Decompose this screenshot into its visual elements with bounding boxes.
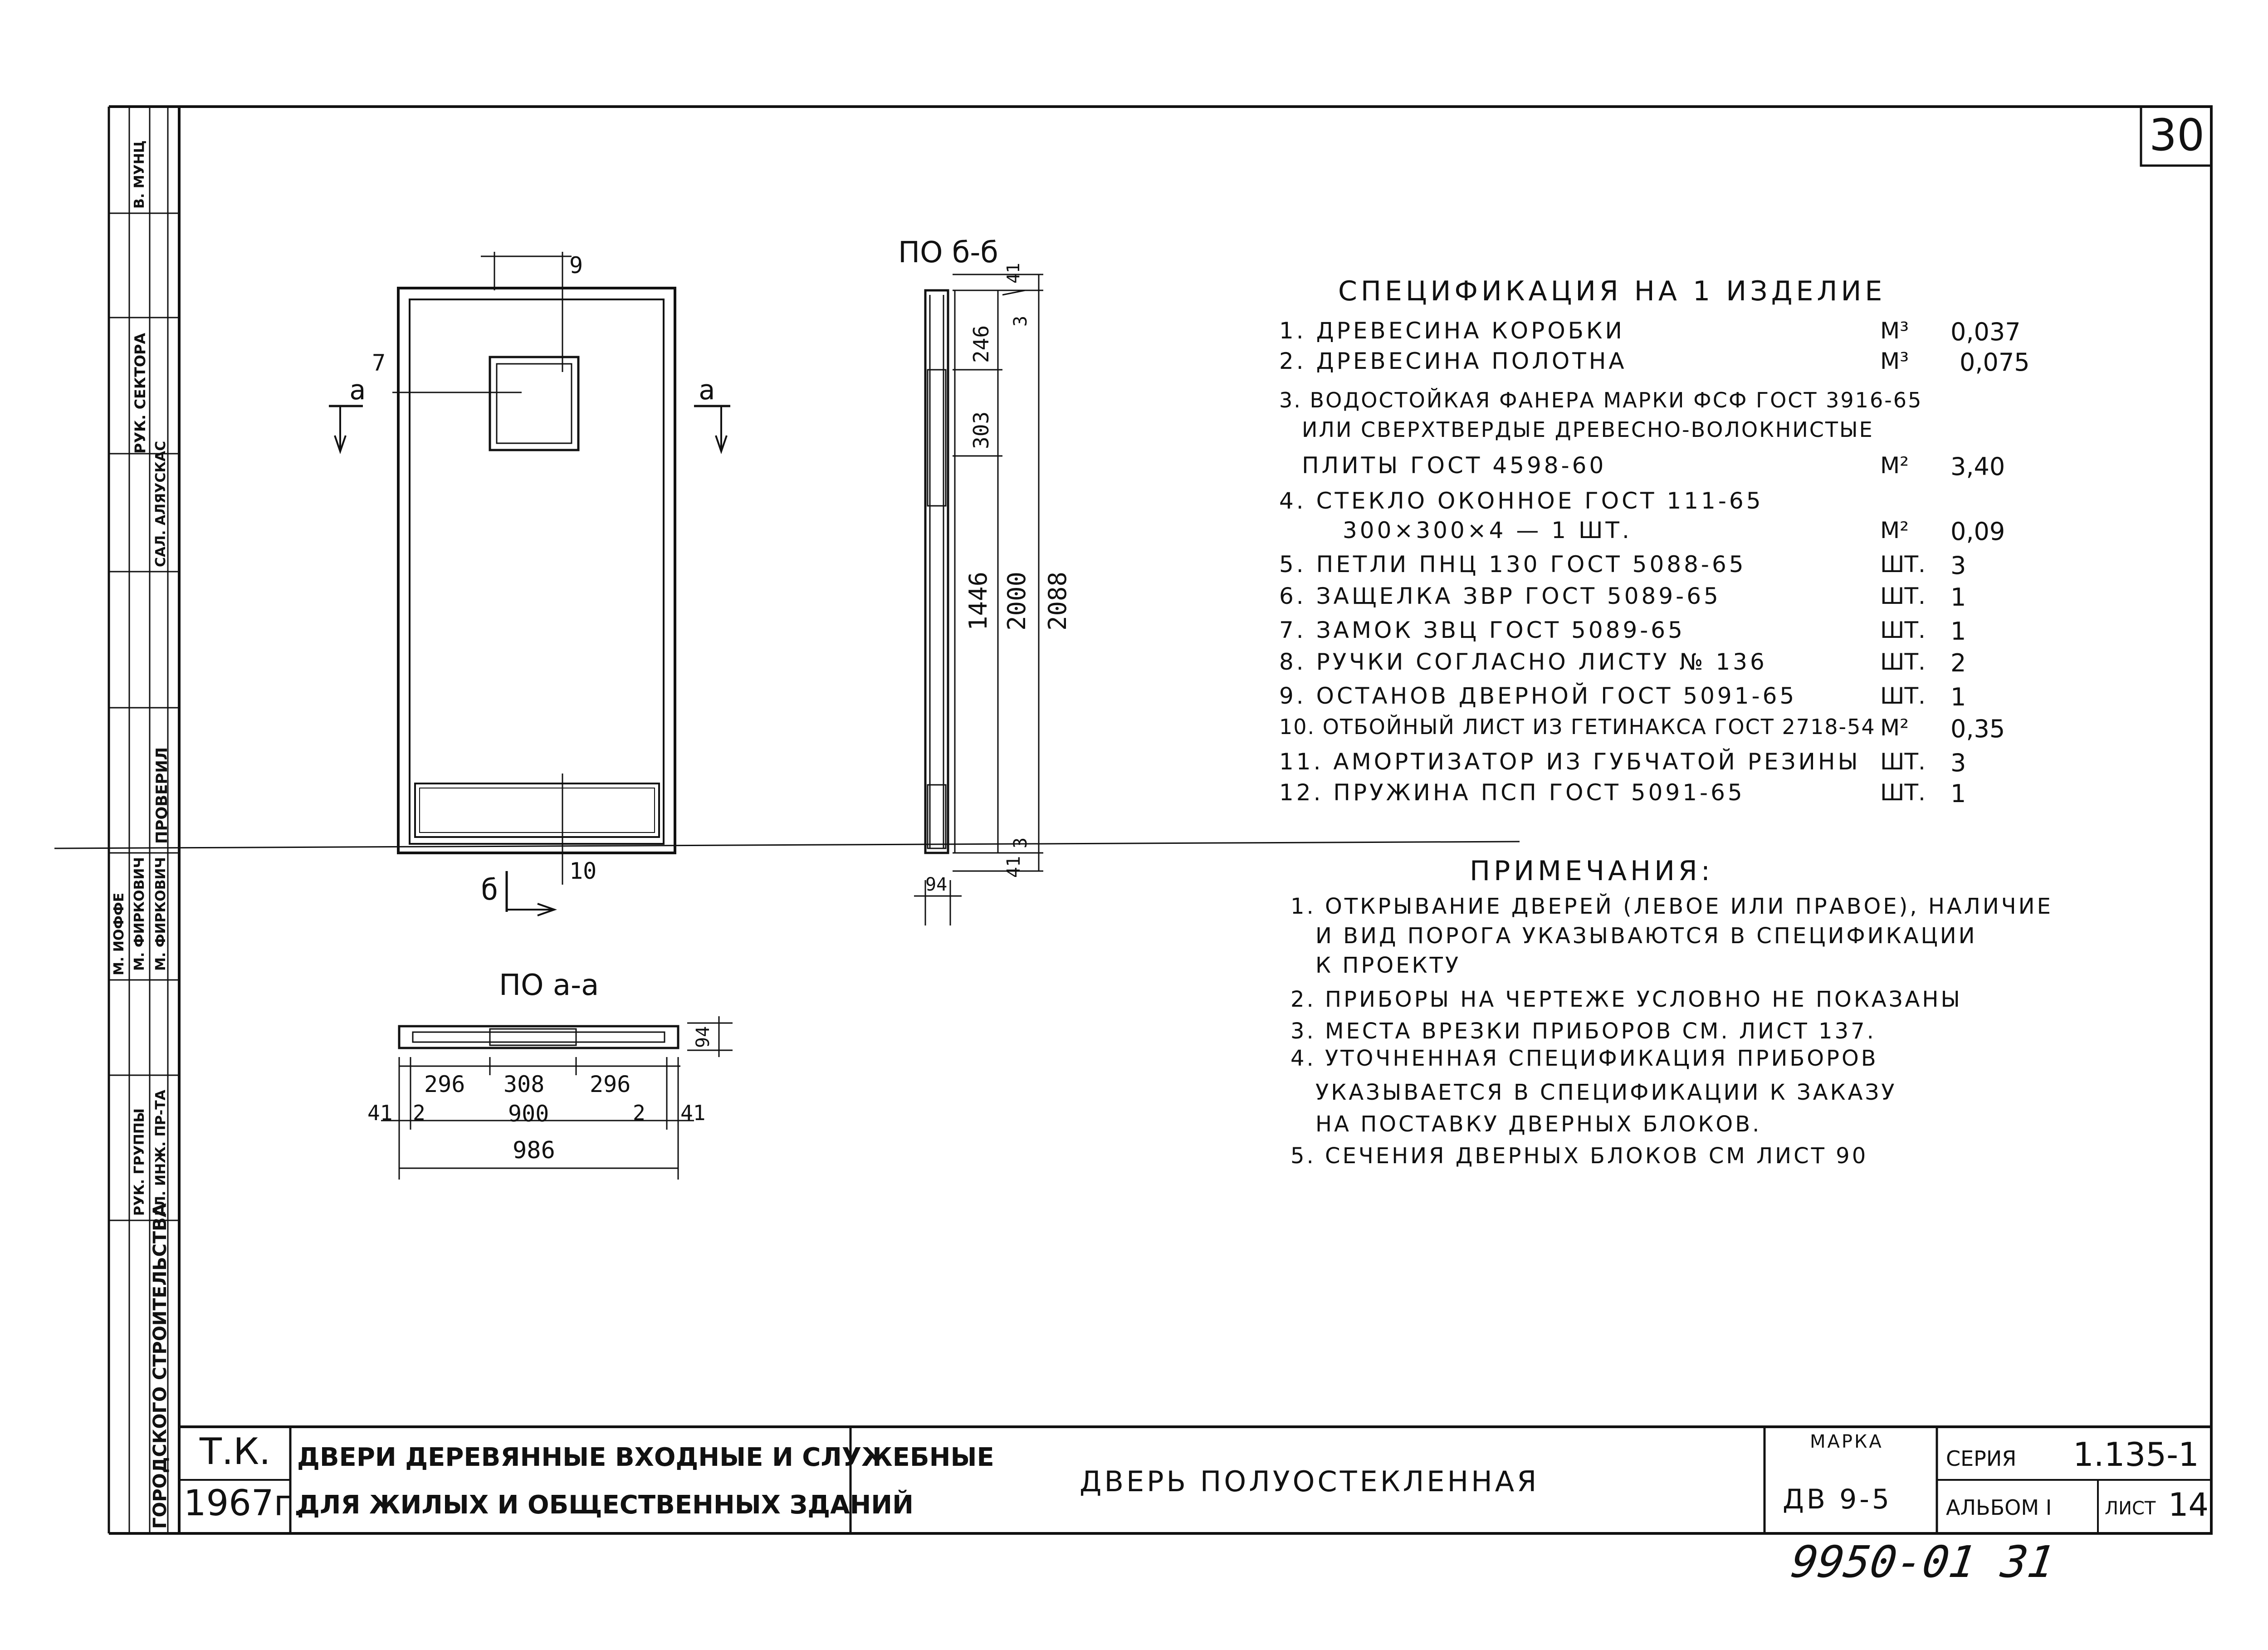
titleblock-org: Т.К. — [200, 1430, 271, 1473]
spec-item: 10. ОТБОЙНЫЙ ЛИСТ ИЗ ГЕТИНАКСА ГОСТ 2718-54 — [1279, 715, 1876, 739]
spec-item: 7. ЗАМОК ЗВЦ ГОСТ 5089-65 — [1279, 617, 1685, 643]
section-aa-dim-2-right: 2 — [633, 1101, 645, 1125]
note-line: УКАЗЫВАЕТСЯ В СПЕЦИФИКАЦИИ К ЗАКАЗУ — [1315, 1080, 1897, 1105]
spec-item: ИЛИ СВЕРХТВЕРДЫЕ ДРЕВЕСНО-ВОЛОКНИСТЫЕ — [1302, 417, 1874, 442]
door-elevation — [329, 252, 730, 916]
spec-item: 8. РУЧКИ СОГЛАСНО ЛИСТУ № 136 — [1279, 649, 1767, 675]
side-stamp-role-sector-head: РУК. СЕКТОРА — [132, 333, 149, 454]
spec-item: 11. АМОРТИЗАТОР ИЗ ГУБЧАТОЙ РЕЗИНЫ — [1279, 749, 1861, 775]
section-aa-height-94: 94 — [693, 1026, 714, 1048]
section-bb-dim-41-bottom: 41 — [1003, 856, 1024, 878]
side-stamp-name: САЛ. АЛЯУСКАС — [153, 441, 169, 567]
sheet-number: 30 — [2149, 110, 2205, 161]
spec-qty: 2 — [1950, 649, 1966, 677]
section-bb-dim-41-top: 41 — [1003, 263, 1023, 284]
spec-item: 300×300×4 — 1 ШТ. — [1343, 517, 1632, 543]
dim-glass-7: 7 — [372, 350, 386, 376]
spec-qty: 1 — [1950, 683, 1966, 711]
spec-unit: ШТ. — [1880, 617, 1926, 643]
section-bb-dim-246: 246 — [969, 325, 993, 363]
spec-item: 3. ВОДОСТОЙКАЯ ФАНЕРА МАРКИ ФСФ ГОСТ 3916-65 — [1279, 388, 1923, 412]
spec-title: СПЕЦИФИКАЦИЯ НА 1 ИЗДЕЛИЕ — [1338, 275, 1886, 307]
spec-unit: ШТ. — [1880, 551, 1926, 578]
spec-qty: 3 — [1950, 551, 1966, 580]
side-stamp-org: ГОРОДСКОГО СТРОИТЕЛЬСТВА — [150, 1203, 171, 1529]
titleblock-series-name-2: ДЛЯ ЖИЛЫХ И ОБЩЕСТВЕННЫХ ЗДАНИЙ — [297, 1490, 914, 1520]
section-aa-dim-2-left: 2 — [413, 1101, 425, 1125]
titleblock-sheet-label: ЛИСТ — [2105, 1498, 2156, 1519]
side-stamp-name: В. МУНЦ — [132, 140, 147, 209]
note-line: 5. СЕЧЕНИЯ ДВЕРНЫХ БЛОКОВ СМ ЛИСТ 90 — [1290, 1143, 1868, 1169]
spec-qty: 1 — [1950, 779, 1966, 808]
side-stamp-name: М. ФИРКОВИЧ — [153, 857, 169, 971]
section-aa-dim-41-right: 41 — [680, 1101, 706, 1125]
spec-unit: ШТ. — [1880, 749, 1926, 775]
section-aa-dim-41-left: 41 — [367, 1101, 393, 1125]
spec-item: 12. ПРУЖИНА ПСП ГОСТ 5091-65 — [1279, 779, 1745, 806]
side-stamp-name: М. ФИРКОВИЧ — [132, 857, 147, 971]
spec-item: 1. ДРЕВЕСИНА КОРОБКИ — [1279, 318, 1625, 344]
spec-qty: 3 — [1950, 749, 1966, 777]
spec-item: ПЛИТЫ ГОСТ 4598-60 — [1302, 452, 1607, 479]
titleblock-series-label: СЕРИЯ — [1946, 1446, 2017, 1471]
spec-item: 2. ДРЕВЕСИНА ПОЛОТНА — [1279, 348, 1627, 374]
note-line: 3. МЕСТА ВРЕЗКИ ПРИБОРОВ СМ. ЛИСТ 137. — [1290, 1018, 1876, 1044]
spec-unit: ШТ. — [1880, 649, 1926, 675]
note-line: 1. ОТКРЫВАНИЕ ДВЕРЕЙ (ЛЕВОЕ ИЛИ ПРАВОЕ), НАЛИЧИЕ — [1290, 894, 2053, 919]
side-stamp-role-chief-engineer: ГЛ. ИНЖ. ПР-ТА — [153, 1090, 169, 1216]
spec-unit: М² — [1880, 517, 1909, 543]
spec-qty: 1 — [1950, 617, 1966, 646]
spec-qty: 3,40 — [1950, 452, 2005, 481]
spec-item: 4. СТЕКЛО ОКОННОЕ ГОСТ 111-65 — [1279, 488, 1764, 514]
titleblock-sheet-title: ДВЕРЬ ПОЛУОСТЕКЛЕННАЯ — [1080, 1465, 1540, 1498]
note-line: НА ПОСТАВКУ ДВЕРНЫХ БЛОКОВ. — [1315, 1111, 1762, 1137]
spec-item: 6. ЗАЩЕЛКА ЗВР ГОСТ 5089-65 — [1279, 583, 1721, 609]
section-bb-title: ПО б-б — [898, 236, 998, 269]
titleblock-series-name-1: ДВЕРИ ДЕРЕВЯННЫЕ ВХОДНЫЕ И СЛУЖЕБНЫЕ — [297, 1443, 994, 1472]
note-line: 4. УТОЧНЕННАЯ СПЕЦИФИКАЦИЯ ПРИБОРОВ — [1290, 1046, 1878, 1071]
cut-a-right-label: a — [699, 374, 715, 406]
section-bb-dim-2000: 2000 — [1002, 571, 1031, 631]
spec-unit: ШТ. — [1880, 779, 1926, 806]
archive-number: 9950-01 31 — [1788, 1537, 2058, 1587]
spec-item: 9. ОСТАНОВ ДВЕРНОЙ ГОСТ 5091-65 — [1279, 683, 1797, 709]
titleblock-series-value: 1.135-1 — [2073, 1435, 2199, 1474]
spec-unit: М² — [1880, 715, 1909, 741]
titleblock-sheet-value: 14 — [2168, 1486, 2209, 1523]
section-aa-total-986: 986 — [513, 1137, 555, 1164]
spec-unit: ШТ. — [1880, 583, 1926, 609]
spec-qty: 0,35 — [1950, 715, 2005, 743]
section-aa-dim-900: 900 — [508, 1101, 549, 1127]
section-aa-dim-296-right: 296 — [590, 1071, 631, 1097]
spec-item: 5. ПЕТЛИ ПНЦ 130 ГОСТ 5088-65 — [1279, 551, 1746, 578]
titleblock-year: 1967г. — [184, 1483, 304, 1524]
dim-bottom-10: 10 — [569, 858, 597, 884]
section-aa-drawing — [381, 1016, 733, 1180]
spec-unit: М³ — [1880, 348, 1909, 374]
titleblock-mark-label: МАРКА — [1810, 1431, 1883, 1452]
section-aa-dim-296-left: 296 — [424, 1071, 465, 1097]
spec-qty: 0,075 — [1960, 348, 2030, 377]
section-bb-dim-3-bottom: 3 — [1010, 837, 1031, 848]
note-line: И ВИД ПОРОГА УКАЗЫВАЮТСЯ В СПЕЦИФИКАЦИИ — [1315, 923, 1977, 949]
section-bb-dim-303: 303 — [969, 411, 993, 449]
note-line: 2. ПРИБОРЫ НА ЧЕРТЕЖЕ УСЛОВНО НЕ ПОКАЗАНЫ — [1290, 987, 1962, 1012]
cut-b-label: б — [481, 873, 499, 907]
side-stamp-role-group-head: РУК. ГРУППЫ — [132, 1108, 147, 1216]
cut-a-left-label: a — [349, 374, 366, 406]
spec-unit: ШТ. — [1880, 683, 1926, 709]
spec-qty: 0,09 — [1950, 517, 2005, 546]
spec-unit: М² — [1880, 452, 1909, 479]
section-aa-dim-308: 308 — [503, 1071, 545, 1097]
note-line: К ПРОЕКТУ — [1315, 953, 1461, 978]
titleblock-mark-value: ДВ 9-5 — [1783, 1484, 1892, 1515]
section-bb-width-94: 94 — [925, 874, 948, 895]
spec-unit: М³ — [1880, 318, 1909, 344]
section-bb-dim-2088: 2088 — [1043, 571, 1072, 631]
notes-title: ПРИМЕЧАНИЯ: — [1470, 855, 1714, 887]
section-aa-title: ПО а-а — [499, 969, 599, 1002]
section-bb-dim-1446: 1446 — [964, 571, 992, 631]
side-stamp-role-checked: ПРОВЕРИЛ — [153, 747, 171, 844]
spec-qty: 1 — [1950, 583, 1966, 612]
spec-qty: 0,037 — [1950, 318, 2021, 346]
titleblock-album-label: АЛЬБОМ I — [1946, 1495, 2052, 1520]
side-stamp-name: М. ИОФФЕ — [111, 892, 127, 975]
dim-top-9: 9 — [569, 252, 583, 279]
section-bb-dim-3-top: 3 — [1010, 315, 1031, 327]
